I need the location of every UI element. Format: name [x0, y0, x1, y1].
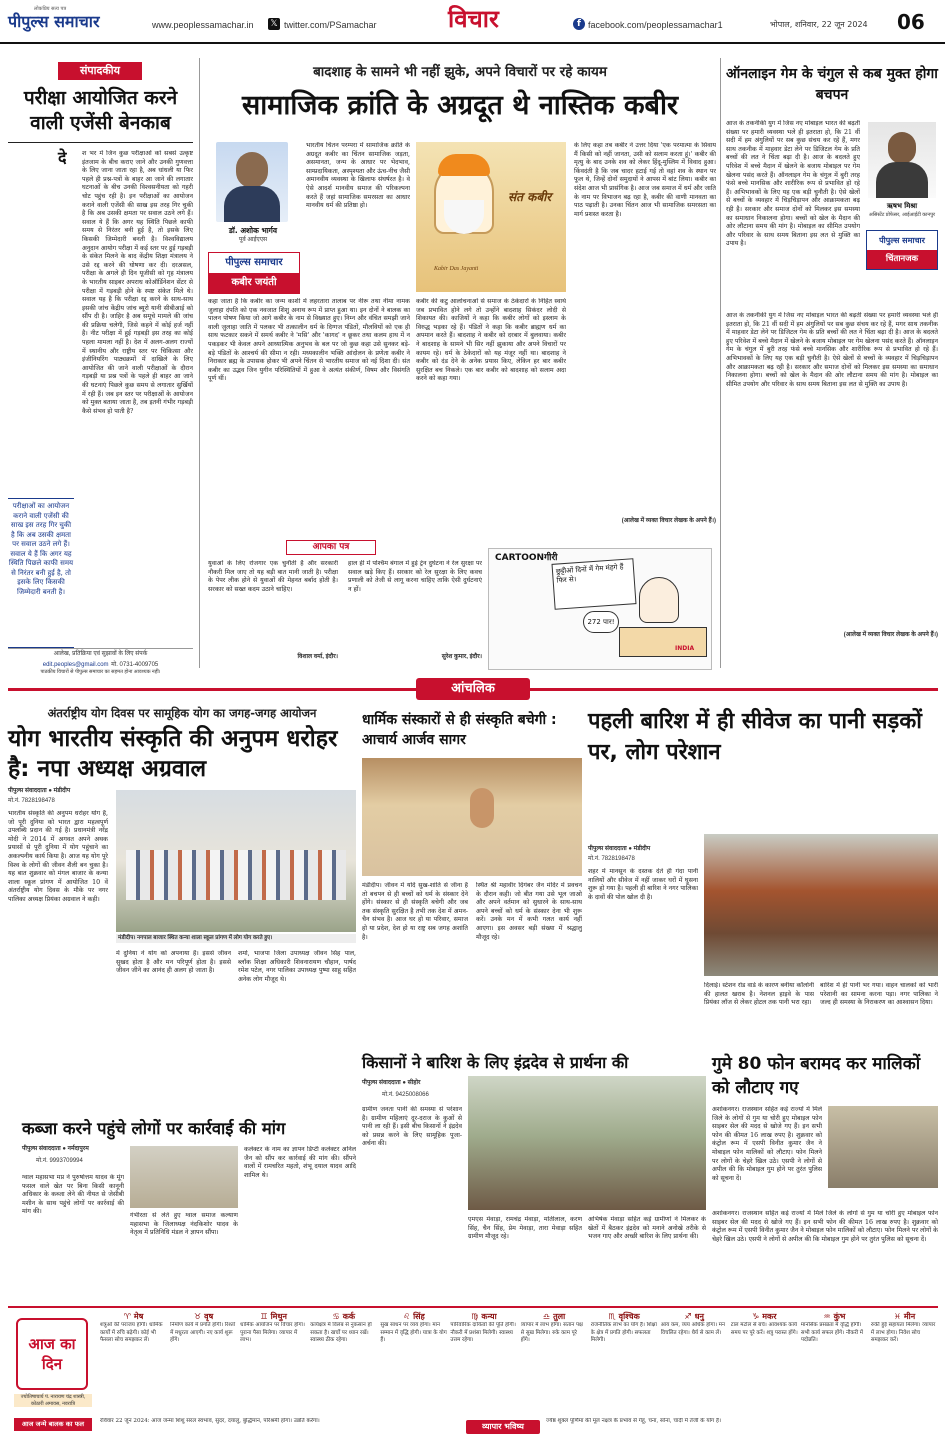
yoga-headline: योग भारतीय संस्कृति की अनुपम धरोहर है: नपा अध्यक्ष अग्रवाल — [8, 726, 338, 782]
leo-icon: ♌ — [402, 1312, 411, 1321]
farmers-body2: एमएस मेवाड़ा, रामचंद्र मेवाड़ा, मोतीलाल, करण सिंह, चैन सिंह, प्रेम मेवाड़ा, तारा मेवाड़ा सहित ग्रामीण मौजूद रहे। — [468, 1216, 582, 1241]
zodiac-scorpio-text: राजनीतिक लाभ का योग है। शिक्षा के क्षेत्र में प्रगति होगी। सफलता मिलेगी। — [590, 1322, 657, 1343]
horoscope-title-box — [16, 1318, 88, 1390]
kabir-col3: कबीर की कटु आलोचनाओं से समाज के ठेकेदारों के निहित स्वार्थ जब प्रभावित होने लगे तो उन्होंने बादशाह सिकंदर लोदी से शिकायत की। काजियों ने कहा कि कबीर लोगों को इस्लाम के विरुद्ध भड़का रहे हैं। पंडितों ने कहा कि कबीर ब्राह्मण धर्म का अपमान करते हैं। बादशाह ने कबीर को दरबार में बुलवाया। कबीर ने बादशाह के सामने भी सिर नहीं झुकाया और अपने विचारों पर कायम रहे। धर्म के ठेकेदारों को यह मंजूर नहीं था। बादशाह ने कबीर को दंड देने के अनेक प्रयास किए, लेकिन हर बार कबीर सुरक्षित बच निकले। एक बार कबीर को बादशाह को सलाम अदा करने को कहा गया। — [416, 298, 566, 383]
zodiac-taurus-name: वृष — [204, 1312, 214, 1321]
zodiac-virgo — [450, 1312, 517, 1406]
zodiac-grid — [100, 1312, 938, 1406]
zodiac-scorpio — [591, 1312, 658, 1406]
kabza-body1: ग्वाल महासभा मप्र ने पुरुषोत्तम यादव के मूंग फसल वाले खेत पर बिना किसी कानूनी अधिकार के कब्जा लेने की नीयत से जेसीबी मशीन के साथ पहुंचे लोगों पर कार्रवाई की मांग की। — [22, 1174, 124, 1216]
editorial-footer-email[interactable]: edit.peoples@gmail.com — [42, 661, 109, 668]
divider — [8, 142, 193, 143]
avatar — [888, 132, 916, 164]
kabir-col4: के लिए कहा तब कबीर ने उत्तर दिया 'एक परमात्मा के सिवाय मैं किसी को नहीं जानता, उसी को सलाम करता हूं।' कबीर की मृत्यु के बाद उनके शव को लेकर हिंदू-मुस्लिम में विवाद हुआ। किंवदंती है कि जब चादर हटाई गई तो वहां शव के स्थान पर फूल थे, जिन्हें दोनों समुदायों ने आपस में बांट लिया। कबीर का संदेश आज भी प्रासंगिक है। आज जब समाज में धर्म और जाति के नाम पर विभाजन बढ़ रहा है, कबीर की वाणी मानवता का पाठ पढ़ाती है। उनका चिंतन आज भी सामाजिक समरसता का मार्ग प्रशस्त करता है। — [574, 142, 716, 218]
sanskar-body2: स्थित श्री महावीर दिगंबर जैन मंदिर में प्रवचन के दौरान कही। जो बीत गया उसे भूल जाओ और अपने वर्तमान को सुधारने के साथ-साथ अपने बच्चों को धर्म के संस्कार देना भी शुरू करें। उनके मन में कभी गलत कार्य नहीं आएगा। इस अवसर बड़ी संख्या में श्रद्धालु मौजूद रहे। — [476, 882, 582, 941]
zodiac-aries-text: शत्रुओं की पराजय होगी। धार्मिक कार्यों में रुचि बढ़ेगी। कोई भी फैसला सोच समझकर लें। — [100, 1322, 163, 1343]
kabir-headline: सामाजिक क्रांति के अग्रदूत थे नास्तिक कबीर — [241, 90, 679, 121]
phones-body-a: अशोकनगर। राजस्थान सहित कई राज्यों में मिले जिले के लोगों से गुम या चोरी हुए मोबाइल फोन साइबर सेल की मदद से खोजे गए हैं। इन सभी फोन की कीमत 16 लाख रुपए है। शुक्रवार को कंट्रोल रूम में एसपी विनीत कुमार जैन ने मोबाइल फोन मालिकों को लौटाए। फोन मिलने पर लोगों के चेहरे खिल उठे। एसपी ने लोगों से अपील की कि मोबाइल गुम होने पर तुरंत पुलिस को सूचना दें। — [712, 1106, 822, 1182]
zodiac-leo — [380, 1312, 447, 1406]
farmers-mobile: मो.नं. 9425008066 — [382, 1092, 429, 1098]
zodiac-cancer — [310, 1312, 377, 1406]
gaming-disclaimer: (आलेख में व्यक्त विचार लेखक के अपने हैं।) — [843, 632, 938, 638]
zodiac-taurus — [170, 1312, 237, 1406]
sewage-body1: शहर में मानसून के दस्तक देते ही गंदा पानी नालियों और सीवेज में नहीं जाकर घरों में घुसना शुरू हो गया है। पहली ही बारिश ने नगर पालिका के दावों की पोल खोल दी है। — [588, 868, 698, 901]
letters-section — [208, 540, 482, 670]
horoscope-astrologer: ज्योतिषाचार्य पं. नारायण चंद्र शास्त्री, कोठारी अमावस, नवरात्रि — [14, 1394, 92, 1407]
kabir-turban — [438, 154, 490, 176]
letter-2-text: हाल ही में पश्चिम बंगाल में हुई ट्रेन दुर्घटना ने रेल सुरक्षा पर सवाल खड़े किए हैं। सरकार को रेल सुरक्षा के लिए कवच प्रणाली को तेजी से लागू करना चाहिए ताकि ऐसी दुर्घटनाएं न हों। — [348, 560, 482, 593]
kabza-body2: गंभीरता से लेते हुए ग्वाल समाज कल्याण महासभा के जिलाध्यक्ष नंदकिशोर यादव के नेतृत्व में प्रतिनिधि मंडल ने ज्ञापन सौंपा। — [130, 1212, 238, 1237]
dateline: भोपाल, शनिवार, 22 जून 2024 — [770, 20, 868, 29]
avatar — [236, 152, 268, 188]
zodiac-gemini-name: मिथुन — [270, 1312, 287, 1321]
editorial-footer-note: पाठकीय विचारों से पीपुल्स समाचार का सहमत होना आवश्यक नहीं। — [40, 669, 161, 675]
zodiac-scorpio-name: वृश्चिक — [618, 1312, 640, 1321]
farmers-body1: ग्रामीण जनता पानी की समस्या से परेशान है। ग्रामीण महिलाएं दूर-दराज के कुओं से पानी ला रही हैं। इसी बीच किसानों ने इंद्रदेव को प्रसन्न करने के लिए सामूहिक पूजा-अर्चना की। — [362, 1106, 462, 1148]
masthead-name: पीपुल्स समाचार — [8, 12, 100, 32]
kabir-illustration-caption: Kabir Das Jayanti — [434, 266, 479, 272]
horoscope-strip — [8, 1306, 938, 1442]
gaming-badge-label: चिंतानजक — [867, 250, 937, 269]
zodiac-sagittarius — [661, 1312, 728, 1406]
kabir-disclaimer: (आलेख में व्यक्त विचार लेखक के अपने हैं।) — [621, 518, 716, 524]
zodiac-sagittarius-text: आय कम, व्यय अधिक होगा। मन विचलित रहेगा। धैर्य से काम लें। — [660, 1322, 725, 1336]
libra-icon: ♎ — [542, 1312, 551, 1321]
masthead-logo[interactable] — [8, 6, 148, 36]
facebook-icon: f — [573, 18, 585, 30]
capricorn-icon: ♑ — [752, 1312, 760, 1321]
zodiac-capricorn-name: मकर — [762, 1312, 777, 1321]
avatar-body — [876, 162, 928, 198]
zodiac-capricorn-text: टाल मटोल से बचें। आवश्यक कार्य समय पर पूरे करें। शत्रु परास्त होंगे। — [730, 1322, 798, 1336]
kabza-mobile: मो.नं. 9993709994 — [36, 1158, 83, 1164]
zodiac-libra — [521, 1312, 588, 1406]
aries-icon: ♈ — [123, 1312, 131, 1321]
yoga-people — [126, 850, 346, 900]
horoscope-title: आज का दिन — [28, 1335, 76, 1373]
scorpio-icon: ♏ — [608, 1312, 616, 1321]
zodiac-capricorn — [731, 1312, 798, 1406]
letter-1-name: विशाल वर्मा, इंदौर। — [297, 654, 338, 660]
zodiac-leo-text: सुख साधन पर व्यय होगा। मान सम्मान में वृद्धि होगी। यात्रा के योग हैं। — [380, 1322, 447, 1343]
aquarius-icon: ♒ — [823, 1312, 831, 1321]
facebook-link[interactable]: facebook.com/peoplessamachar1 — [588, 20, 723, 30]
zodiac-libra-text: व्यापार में लाभ होगा। संतान पक्ष से सुख मिलेगा। रुके काम पूरे होंगे। — [520, 1322, 583, 1343]
market-text: ज्येष्ठ शुक्ल पूर्णिमा की मूल नक्षत्र के प्रभाव से गेहूं, चना, सोना, चांदी में तेजी के योग हैं। — [546, 1418, 722, 1424]
sewage-mobile: मो.नं. 7828198478 — [588, 856, 635, 862]
gaming-body-bottom: आज के तकनीकी युग में जिस नए मोबाइल भारत की बढ़ती संख्या पर हमारी व्यवस्था भले ही इतराता हो, कि 21 वीं सदी में हम अंगुलियों पर सब कुछ संचय कर रहे हैं, मगर साथ तकनीक में माहवार डेटा लेने पर डिजिटल गेम के प्रति बच्चों की लत ने चिंता बढ़ा दी है। आज के बदलते हुए परिवेश में बच्चे मैदान में खेलने के बजाय मोबाइल पर गेम खेलना पसंद करते हैं। ऑनलाइन गेम के चंगुल में बुरी तरह फंसे बच्चे मानसिक और शारीरिक रूप से प्रभावित हो रहे हैं। अभिभावकों के लिए यह एक बड़ी चुनौती है। ऐसे खेलों से बच्चों के व्यवहार में चिड़चिड़ापन और आक्रामकता बढ़ रही है। सरकार और समाज दोनों को मिलकर इस समस्या का समाधान निकालना होगा। बच्चों को खेल के मैदान की ओर लौटाना समय की मांग है। मोबाइल का सीमित उपयोग और परिवार के साथ समय बिताना इस लत से मुक्ति का उपाय है। — [726, 312, 938, 388]
yoga-body3: शर्मा, भाजपा जिला उपाध्यक्ष जीवन सिंह पाल, ब्लॉक शिक्षा अधिकारी शिवनारायण चौहान, पार्षद रमेश पटेल, नगर पालिका उपाध्यक्ष पुष्पा साहू सहित अनेक लोग मौजूद थे। — [238, 950, 356, 983]
kabir-author-role: पूर्व आईएएस — [238, 237, 268, 243]
phones-headline: गुमे 80 फोन बरामद कर मालिकों को लौटाए गए — [712, 1054, 921, 1098]
sagittarius-icon: ♐ — [684, 1312, 692, 1321]
gaming-body-top: आज के तकनीकी युग में जिस नए मोबाइल भारत की बढ़ती संख्या पर हमारी व्यवस्था भले ही इतराता हो, कि 21 वीं सदी में हम अंगुलियों पर सब कुछ संचय कर रहे हैं, मगर साथ तकनीक में माहवार डेटा लेने पर डिजिटल गेम के प्रति बच्चों की लत ने चिंता बढ़ा दी है। आज के बदलते हुए परिवेश में बच्चे मैदान में खेलने के बजाय मोबाइल पर गेम खेलना पसंद करते हैं। ऑनलाइन गेम के चंगुल में बुरी तरह फंसे बच्चे मानसिक और शारीरिक रूप से प्रभावित हो रहे हैं। अभिभावकों के लिए यह एक बड़ी चुनौती है। ऐसे खेलों से बच्चों के व्यवहार में चिड़चिड़ापन और आक्रामकता बढ़ रही है। सरकार और समाज दोनों को मिलकर इस समस्या का समाधान निकालना होगा। बच्चों को खेल के मैदान की ओर लौटाना समय की मांग है। मोबाइल का सीमित उपयोग और परिवार के साथ समय बिताना इस लत से मुक्ति का उपाय है। — [726, 120, 860, 248]
farmers-article — [362, 1052, 706, 1298]
sewage-photo — [704, 834, 938, 976]
cartoon-label: CARTOONगीरी — [495, 553, 558, 563]
letter-1-text: युवाओं के लिए रोजगार एक चुनौती है और सरकारी नौकरी मिल जाए तो यह बड़ी बात मानी जाती है। परीक्षा के पेपर लीक होने से युवाओं की मेहनत बर्बाद होती है। सरकार को सख्त कदम उठाने चाहिए। — [208, 560, 338, 593]
editorial-footer-phone: मो. 0731-4009705 — [111, 661, 159, 668]
pisces-icon: ♓ — [893, 1312, 901, 1321]
sewage-article — [588, 706, 938, 1048]
kabir-badge-label: कबीर जयंती — [209, 273, 299, 293]
cartoon-sign: छुट्टीओं दिनों में गेम मंहगे हैं फिर से। — [551, 558, 636, 610]
kabir-illustration-title: संत कबीर — [508, 190, 552, 204]
zodiac-taurus-text: निर्माण कार्य में प्रगति होगी। रिश्तों में मधुरता आएगी। नए कार्य शुरू होंगे। — [170, 1322, 236, 1343]
twitter-icon: 𝕏 — [268, 18, 280, 30]
gaming-badge — [866, 230, 938, 270]
zodiac-libra-name: तुला — [553, 1312, 566, 1321]
yoga-mobile: मो.नं. 7828198478 — [8, 798, 55, 804]
kabir-col2: कहा जाता है कि कबीर का जन्म काशी में लहरतारा तालाब पर नीरू तथा नीमा नामक जुलाहा दंपति को एक नवजात शिशु अनाथ रूप में प्राप्त हुआ था। इन दोनों ने बालक का पालन पोषण किया जो आगे कबीर के नाम से विख्यात हुए। निम्न और वंचित समझी जाने वाली जुलाहा जाति में पलकर भी तत्कालीन धर्म के दिग्गज पंडितों, मौलवियों को एक ही साथ फटकार सकने में समर्थ कबीर ने 'मसि' और 'कागद' न छूकर तथा कलम हाथ में न पकड़कर भी केवल अपने आध्यात्मिक अनुभव के बल पर जो कुछ कहा उसे सुनकर बड़े-बड़े पंडितों के आश्चर्य की सीमा न रही। मध्यकालीन भक्ति आंदोलन के प्रणेता कबीर ने निराकार ब्रह्म के उपासक होकर भी अपने चिंतन से भारतीय समाज को नई दिशा दी। संत कबीर का उद्भव जिन युगीन परिस्थितियों में हुआ वे अत्यंत संकीर्ण, विषम और विसंगति पूर्ण थीं। — [208, 298, 410, 383]
column-divider — [720, 58, 721, 668]
farmers-headline: किसानों ने बारिश के लिए इंद्रदेव से प्रार्थना की — [362, 1053, 629, 1072]
gaming-article — [726, 60, 938, 672]
editorial-footer — [8, 648, 193, 675]
letter-2-name: सुरेश कुमार, इंदौर। — [441, 654, 482, 660]
kabza-headline: कब्जा करने पहुंचे लोगों पर कार्रवाई की मांग — [22, 1119, 286, 1138]
editorial-label: संपादकीय — [58, 62, 142, 80]
gaming-author-role: असिस्टेंट प्रोफेसर, आईआईटी कानपुर — [868, 212, 936, 218]
zodiac-sagittarius-name: धनु — [694, 1312, 704, 1321]
masthead-bar — [0, 0, 945, 44]
phones-article — [712, 1052, 938, 1298]
gaming-badge-brand: पीपुल्स समाचार — [879, 236, 925, 245]
sewage-body2: दिलाई। स्टेशन रोड वार्ड के कारण बनीया कॉलोनी की हालत खराब है। नेशनल हाइवे के पास प्रियंका लॉज से लेकर होटल तक पानी भरा रहा। — [704, 982, 814, 1007]
sanskar-monk — [470, 788, 494, 828]
editorial-body: श भर में जिन कुछ परीक्षाओं को सबसे उत्कृष्ट इंतजाम के बीच कराए जाने और उनकी गुणवत्ता के लिए जाना जाता रहा है, अब धांधली या फिर पहले ही प्रश्न-पत्रों के बाहर आ जाने की लगातार घटनाओं के बीच उनकी विश्वसनीयता को गहरी चोट पहुंच रही है। इन परीक्षाओं का आयोजन कराने वाली एजेंसी की साख इस तरह गिर चुकी है कि अब उसकी क्षमता पर सवाल उठने लगे हैं। सवाल ये हैं कि अगर यह स्थिति पिछले काफी समय से निरंतर बनी हुई है, तो इसके लिए किसकी जिम्मेदारी बनती है। विश्वविद्यालय अनुदान आयोग परीक्षा में कई स्तर पर हुई गड़बड़ी के संकेत मिलने के बाद केंद्रीय शिक्षा मंत्रालय ने उसे रद्द करने की घोषणा कर दी। दरअसल, परीक्षा के अगले ही दिन यूजीसी को गृह मंत्रालय के भारतीय साइबर अपराध कोऑर्डिनेशन सेंटर से परीक्षा में गड़बड़ी होने के स्पष्ट संकेत मिले थे। सवाल यह है कि परीक्षा रद्द करने के साथ-साथ इसकी जांच केंद्रीय जांच ब्यूरो यानी सीबीआई को सौंप दी है। जाहिर है अब समूचे मामले की जांच की प्रक्रिया चलेगी, जिसे कहने में कोई हर्ज नहीं है। नीट परीक्षा में हुई गड़बड़ी इस तरह का कोई पहला मामला नहीं है। देश में अलग-अलग राज्यों में स्थानीय और राष्ट्रीय स्तर पर चिकित्सा और इंजीनियरिंग पाठ्यक्रमों में दाखिले के लिए आयोजित की जाने वाली परीक्षाओं के दौरान गड़बड़ी या प्रश्न पत्रों के पहले ही बाहर आ जाने की घटनाएं पिछले कुछ समय से लगातार सुर्खियों में रही हैं। जब इन स्तर पर परीक्षाओं के आयोजन को मुक्त बताया जाता है, तब इतनी गंभीर गड़बड़ी कैसे संभव हो पाती है? — [82, 150, 193, 415]
gaming-author-photo — [868, 122, 936, 198]
kabir-kicker: बादशाह के सामने भी नहीं झुके, अपने विचारों पर रहे कायम — [313, 64, 607, 80]
yoga-body1: भारतीय संस्कृति की अनुपम धरोहर योग है, जो पूरी दुनिया को भारत द्वारा महत्वपूर्ण उपलब्धि प्रदान की गई है। प्रधानमंत्री नरेंद्र मोदी ने 2014 में अगवत अपने अथक प्रयासों से पूरी दुनिया में योग पहुंचाने का अकल्पनीय कार्य किया है। आज यह योग पूरे विश्व के लोगों की जीवन शैली बन चुका है। यह बात शुक्रवार को मंगल बाजार के कन्या शाला स्कूल प्रांगण में आयोजित 10 वें अंतर्राष्ट्रीय योग दिवस के मौके पर नगर पालिका अध्यक्ष प्रियंका अग्रवाल ने कही। — [8, 810, 108, 903]
zodiac-aquarius-name: कुंभ — [833, 1312, 846, 1321]
yoga-article — [8, 706, 356, 1114]
gemini-icon: ♊ — [260, 1312, 268, 1321]
sewage-body3: बारिश में ही पानी भर गया। वाहन चालकों को भारी परेशानी का सामना करना पड़ा। नगर पालिका ने जल्द ही समस्या के निराकरण का आश्वासन दिया। — [820, 982, 938, 1007]
yoga-body2: में दुनिया ने योग को अपनाया है। इससे जीवन सुखद होता है और मन परिपूर्ण होता है। इससे जीवन जीने का आनंद ही अलग हो जाता है। — [116, 950, 231, 975]
farmers-photo — [468, 1076, 706, 1210]
twitter-link[interactable]: twitter.com/PSamachar — [284, 20, 377, 30]
virgo-icon: ♍ — [471, 1312, 479, 1321]
zodiac-aquarius-text: मानसिक प्रसन्नता में वृद्धि होगी। सभी कार्य सफल होंगे। नौकरी में पदोन्नति। — [800, 1322, 864, 1343]
zodiac-aquarius — [801, 1312, 868, 1406]
zodiac-pisces-text: रुकी हुई सहायता मिलेगा। व्यापार में लाभ होगा। निवेश सोच समझकर करें। — [870, 1322, 936, 1343]
website-link[interactable]: www.peoplessamachar.in — [152, 20, 254, 30]
taurus-icon: ♉ — [193, 1312, 202, 1321]
zodiac-cancer-name: कर्क — [342, 1312, 356, 1321]
horoscope-footer-left: आज जन्मे बालक का फल — [14, 1418, 92, 1431]
column-divider — [199, 58, 200, 668]
editorial-pullquote: परीक्षाओं का आयोजन कराने वाली एजेंसी की साख इस तरह गिर चुकी है कि अब उसकी क्षमता पर सवाल उठने लगे हैं। सवाल ये हैं कि अगर यह स्थिति पिछले काफी समय से निरंतर बनी हुई है, तो इसके लिए किसकी जिम्मेदारी बनती है। — [8, 498, 74, 648]
cartoon-character — [639, 577, 679, 623]
kabir-illustration — [416, 142, 566, 292]
section-title: विचार — [448, 5, 499, 33]
sanskar-body1: मंडीदीप। जीवन में यदि सुख-शांति से जीना है तो बचपन से ही बच्चों को धर्म के संस्कार देने होंगे। संस्कार से ही संस्कृति बचेगी और जब तक संस्कृति सुरक्षित है तभी तक देश में अमन-चैन संभव है। आज घर हो या परिवार, समाज हो या प्रदेश, देश हो या राष्ट्र सब जगह अशांति है। — [362, 882, 468, 941]
zodiac-pisces-name: मीन — [903, 1312, 916, 1321]
kabza-byline: पीपुल्स संवाददाता ● नर्मदापुरम — [22, 1146, 89, 1152]
farmers-body3: अभिषेक मेवाड़ा सहित कई ग्रामीणों ने मिलकर के खेतों में बैठकर इंद्रदेव को मनाने अनोखे तरीके से भजन गाए और अच्छी बारिश के लिए प्रार्थना की। — [588, 1216, 706, 1241]
cartoon-table — [619, 627, 707, 657]
sanskar-headline: धार्मिक संस्कारों से ही संस्कृति बचेगी : आचार्य आर्जव सागर — [362, 712, 557, 748]
zodiac-virgo-text: पारिवारिक दायित्वों की पूर्ति होगी। नौकरी में प्रशंसा मिलेगी। स्वास्थ्य उत्तम रहेगा। — [450, 1322, 516, 1343]
zodiac-pisces — [871, 1312, 938, 1406]
regional-band: आंचलिक — [416, 678, 530, 700]
kabza-body3: कलेक्टर के नाम का ज्ञापन डिप्टी कलेक्टर अनिल जैन को सौंप कर कार्रवाई की मांग की। सौंपने वालों में रामचरित महतो, शंभू दयाल यादव आदि शामिल थे। — [244, 1146, 356, 1179]
market-label: व्यापार भविष्य — [466, 1420, 540, 1434]
sewage-headline: पहली बारिश में ही सीवेज का पानी सड़कों पर, लोग परेशान — [588, 709, 922, 765]
zodiac-gemini-text: धार्मिक आयोजन पर विचार होगा। पुराना पैसा मिलेगा। व्यापार में लाभ। — [240, 1322, 305, 1343]
horoscope-footer-mid: रविवार 22 जून 2024: आज जन्मा शिशु सरल स्वभाव, सुंदर, दयालु, बुद्धिमान, परिश्रमी होगा। उन्नति करेगा। — [100, 1418, 320, 1424]
kabir-col1: भारतीय चिंतन परम्परा में सामाजिक क्रांति के अग्रदूत कबीर का चिंतन सामाजिक जड़ता, असमानता, जन्म के आधार पर भेदभाव, साम्प्रदायिकता, अस्पृश्यता और ऊंच-नीच जैसी अमानवीय व्यवस्था के खिलाफ संघर्षरत है। वे ऐसे आदर्श मानवीय समाज की परिकल्पना करते हैं जहां सामाजिक समरसता का आधार मानवीय धर्म की प्रतिष्ठा हो। — [306, 142, 410, 210]
yoga-byline: पीपुल्स संवाददाता ● मंडीदीप — [8, 788, 71, 794]
phones-body-b: अशोकनगर। राजस्थान सहित कई राज्यों में मिले जिले के लोगों से गुम या चोरी हुए मोबाइल फोन साइबर सेल की मदद से खोजे गए हैं। इन सभी फोन की कीमत 16 लाख रुपए है। शुक्रवार को कंट्रोल रूम में एसपी विनीत कुमार जैन ने मोबाइल फोन मालिकों को लौटाए। फोन मिलने पर लोगों के चेहरे खिल उठे। एसपी ने लोगों से अपील की कि मोबाइल गुम होने पर तुरंत पुलिस को सूचना दें। — [712, 1210, 938, 1243]
kabir-badge — [208, 252, 300, 294]
yoga-photo — [116, 790, 356, 932]
kabir-author-photo — [216, 142, 288, 222]
zodiac-gemini — [240, 1312, 307, 1406]
sanskar-article — [362, 706, 582, 1048]
zodiac-cancer-text: कार्यक्षेत्र में विलंब से नुकसान हो सकता है। खर्चों पर ध्यान रखें। स्वास्थ्य ठीक रहेगा। — [310, 1322, 372, 1343]
sewage-byline: पीपुल्स संवाददाता ● मंडीदीप — [588, 846, 651, 852]
cartoon-bubble: 272 पार! — [583, 611, 619, 633]
kabza-photo — [130, 1146, 238, 1208]
cancer-icon: ♋ — [332, 1312, 340, 1321]
gaming-author-name: ऋषभ मिश्रा — [886, 202, 918, 210]
kabir-article — [204, 58, 716, 534]
zodiac-virgo-name: कन्या — [481, 1312, 497, 1321]
kabir-author-name: डॉ. अशोक भार्गव — [228, 226, 278, 235]
zodiac-leo-name: सिंह — [413, 1312, 425, 1321]
phones-photo — [828, 1106, 938, 1188]
zodiac-aries — [100, 1312, 167, 1406]
kabir-badge-brand: पीपुल्स समाचार — [225, 257, 283, 268]
kabza-article — [8, 1118, 356, 1298]
yoga-kicker: अंतर्राष्ट्रीय योग दिवस पर सामूहिक योग का जगह-जगह आयोजन — [47, 706, 317, 720]
cartoon-paper: INDIA — [675, 645, 695, 652]
sanskar-photo — [362, 758, 582, 876]
page-number: 06 — [897, 10, 925, 34]
zodiac-aries-name: मेष — [133, 1312, 144, 1321]
editorial-dropcap: दे — [58, 148, 67, 167]
farmers-byline: पीपुल्स संवाददाता ● सीहोर — [362, 1080, 421, 1086]
editorial-footer-label: आलेख, प्रतिक्रिया एवं सुझावों के लिए संपर्क — [53, 651, 148, 657]
gaming-headline: ऑनलाइन गेम के चंगुल से कब मुक्त होगा बचपन — [726, 66, 938, 103]
cartoon-panel — [488, 548, 712, 670]
letters-title: आपका पत्र — [286, 540, 376, 555]
avatar-body — [224, 186, 280, 222]
masthead-tag: लोकप्रिय सत्य पत्र — [34, 6, 67, 12]
editorial-section — [8, 60, 193, 675]
editorial-headline: परीक्षा आयोजित करने वाली एजेंसी बेनकाब — [23, 87, 178, 134]
yoga-caption: मंडीदीप। नगपाल बाजार स्थित कन्या शाला स्कूल प्रांगण में लोग योग करते हुए। — [116, 934, 356, 943]
